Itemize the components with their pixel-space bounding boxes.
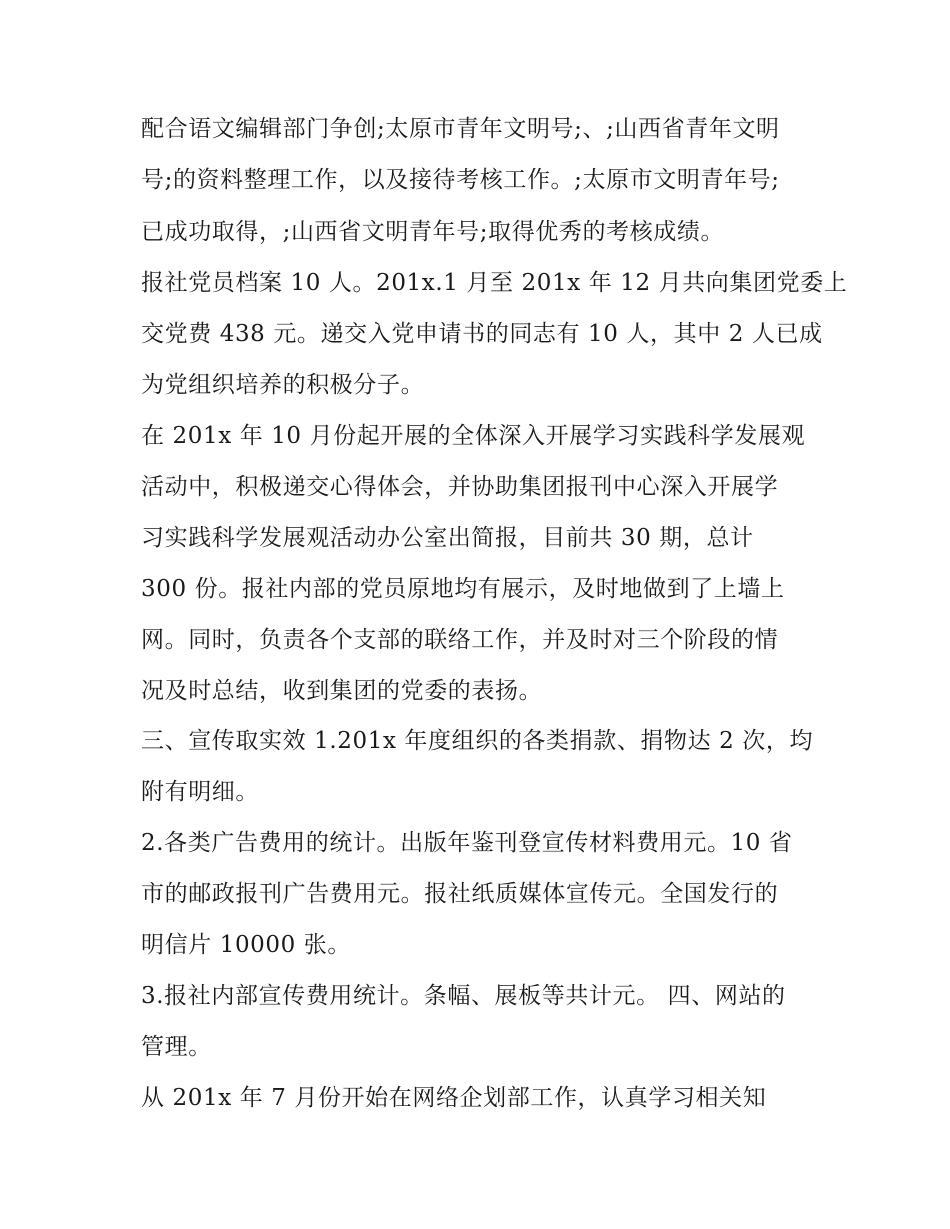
text-line: 300 份。报社内部的党员原地均有展示，及时地做到了上墙上 xyxy=(141,576,785,602)
text-line: 习实践科学发展观活动办公室出简报，目前共 30 期，总计 xyxy=(141,525,754,551)
text-line: 报社党员档案 10 人。201x.1 月至 201x 年 12 月共向集团党委上 xyxy=(141,270,848,296)
text-line: 管理。 xyxy=(141,1034,212,1060)
text-line: 2.各类广告费用的统计。出版年鉴刊登宣传材料费用元。10 省 xyxy=(141,830,793,856)
text-line: 明信片 10000 张。 xyxy=(141,932,351,958)
text-line: 市的邮政报刊广告费用元。报社纸质媒体宣传元。全国发行的 xyxy=(141,881,779,907)
text-line: 3.报社内部宣传费用统计。条幅、展板等共计元。 四、网站的 xyxy=(141,983,786,1009)
text-line: 附有明细。 xyxy=(141,779,259,805)
text-line: 活动中，积极递交心得体会，并协助集团报刊中心深入开展学 xyxy=(141,474,779,500)
text-line: 网。同时，负责各个支部的联络工作，并及时对三个阶段的情 xyxy=(141,627,779,653)
text-line: 交党费 438 元。递交入党申请书的同志有 10 人，其中 2 人已成 xyxy=(141,321,823,347)
text-line: 三、宣传取实效 1.201x 年度组织的各类捐款、捐物达 2 次，均 xyxy=(141,728,814,754)
text-line: 从 201x 年 7 月份开始在网络企划部工作，认真学习相关知 xyxy=(141,1085,767,1111)
text-line: 在 201x 年 10 月份起开展的全体深入开展学习实践科学发展观 xyxy=(141,423,806,449)
text-line: 配合语文编辑部门争创;太原市青年文明号;、;山西省青年文明 xyxy=(141,116,780,142)
text-line: 况及时总结，收到集团的党委的表扬。 xyxy=(141,678,543,704)
text-line: 已成功取得，;山西省文明青年号;取得优秀的考核成绩。 xyxy=(141,219,725,245)
text-line: 号;的资料整理工作，以及接待考核工作。;太原市文明青年号; xyxy=(141,167,780,193)
text-line: 为党组织培养的积极分子。 xyxy=(141,372,425,398)
